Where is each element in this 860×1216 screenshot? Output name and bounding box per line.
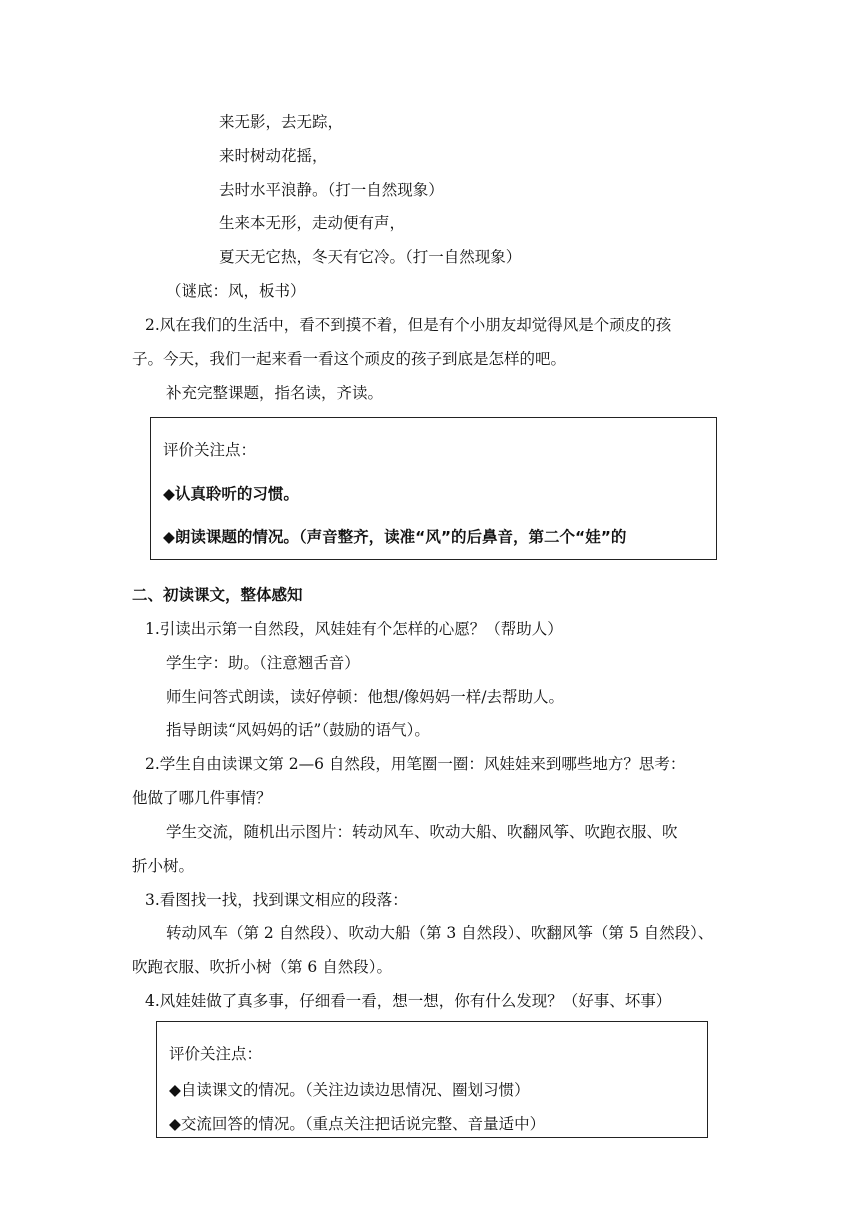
section-2-heading: 二、初读课文，整体感知	[132, 585, 303, 604]
evaluation-box-2-title: 评价关注点：	[169, 1045, 263, 1063]
evaluation-box-1-title: 评价关注点：	[163, 441, 257, 459]
evaluation-box-1	[150, 417, 717, 560]
section-2-line-9: 3.看图找一找，找到课文相应的段落：	[145, 891, 408, 909]
section-2-line-10: 转动风车（第 2 自然段）、吹动大船（第 3 自然段）、吹翻风筝（第 5 自然段）、	[166, 924, 714, 942]
section-2-line-5: 2.学生自由读课文第 2—6 自然段，用笔圈一圈：风娃娃来到哪些地方？思考：	[145, 755, 686, 773]
evaluation-box-2-item-2: ◆交流回答的情况。（重点关注把话说完整、音量适中）	[169, 1115, 546, 1133]
section-2-line-11: 吹跑衣服、吹折小树（第 6 自然段）。	[132, 958, 392, 976]
paragraph-2-line-2: 子。今天，我们一起来看一看这个顽皮的孩子到底是怎样的吧。	[132, 350, 567, 368]
section-2-line-7: 学生交流，随机出示图片：转动风车、吹动大船、吹翻风筝、吹跑衣服、吹	[166, 823, 678, 841]
section-2-line-8: 折小树。	[132, 857, 195, 875]
riddle-line-5: 夏天无它热，冬天有它冷。（打一自然现象）	[219, 248, 522, 266]
riddle-line-2: 来时树动花摇，	[219, 147, 328, 165]
riddle-line-3: 去时水平浪静。（打一自然现象）	[219, 181, 444, 199]
riddle-answer-note: （谜底：风，板书）	[166, 282, 306, 300]
paragraph-2-line-3: 补充完整课题，指名读，齐读。	[166, 384, 384, 402]
evaluation-box-2-item-1: ◆自读课文的情况。（关注边读边思情况、圈划习惯）	[169, 1081, 530, 1099]
section-2-line-6: 他做了哪几件事情？	[132, 789, 272, 807]
section-2-line-12: 4.风娃娃做了真多事，仔细看一看，想一想，你有什么发现？（好事、坏事）	[145, 992, 672, 1010]
evaluation-box-2	[156, 1021, 708, 1138]
riddle-line-4: 生来本无形，走动便有声，	[219, 214, 406, 232]
paragraph-2-line-1: 2.风在我们的生活中，看不到摸不着，但是有个小朋友却觉得风是个顽皮的孩	[145, 316, 672, 334]
section-2-line-2: 学生字：助。（注意翘舌音）	[166, 654, 360, 672]
evaluation-box-1-item-1: ◆认真聆听的习惯。	[163, 485, 299, 503]
riddle-line-1: 来无影，去无踪，	[219, 113, 344, 131]
section-2-line-1: 1.引读出示第一自然段，风娃娃有个怎样的心愿？（帮助人）	[145, 620, 563, 638]
section-2-line-3: 师生问答式朗读，读好停顿：他想/像妈妈一样/去帮助人。	[166, 688, 564, 706]
evaluation-box-1-item-2: ◆朗读课题的情况。（声音整齐，读准“风”的后鼻音，第二个“娃”的	[163, 528, 627, 546]
section-2-line-4: 指导朗读“风妈妈的话”（鼓励的语气）。	[166, 721, 430, 739]
